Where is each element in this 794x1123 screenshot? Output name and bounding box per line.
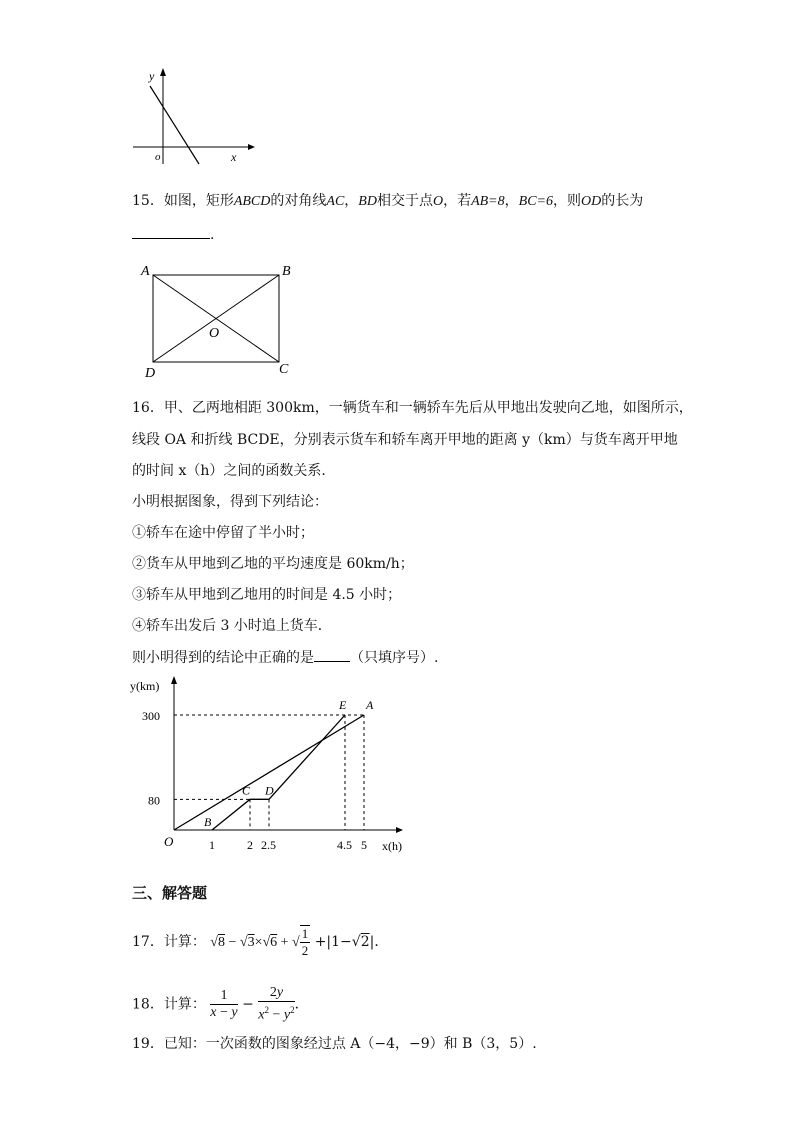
x-tick-label: 5: [361, 838, 367, 852]
point-label-d: D: [265, 783, 274, 798]
q14-y-label: y: [149, 69, 155, 83]
q14-graph: [128, 64, 258, 168]
q15-label-a: A: [141, 264, 150, 279]
series-line-bcde: [212, 715, 345, 830]
q17-fraction: $\frac{1}{2}$: [301, 926, 309, 958]
x-axis-arrow: [396, 827, 403, 833]
q14-x-label: x: [231, 150, 237, 164]
q16-blank[interactable]: [314, 647, 350, 662]
q18-fraction-1: $\frac{1}{x - y}$: [210, 987, 238, 1020]
y-tick-label: 300: [142, 709, 160, 723]
q16-line3: 的时间 x（h）之间的函数关系．: [132, 463, 336, 479]
q16-conclusion-2: ②货车从甲地到乙地的平均速度是 60km/h；: [132, 556, 414, 572]
section-heading: 三、解答题: [132, 884, 208, 902]
q16-question: 则小明得到的结论中正确的是 （只填序号）.: [132, 647, 438, 668]
q14-origin-label: o: [155, 151, 161, 163]
q16-line1: 16．甲、乙两地相距 300km，一辆货车和一辆轿车先后从甲地出发驶向乙地，如图所示，: [132, 400, 693, 416]
x-tick-label: 1: [209, 838, 215, 852]
y-tick-label: 80: [148, 793, 160, 808]
q15-label-d: D: [145, 366, 156, 381]
x-tick-label: 4.5: [337, 838, 352, 852]
q16-conclusion-3: ③轿车从甲地到乙地用的时间是 4.5 小时；: [132, 587, 402, 603]
x-tick-label: 2.5: [261, 838, 276, 852]
q17-expression: √8 − √3×√6 + √: [210, 935, 300, 950]
q17: 17．计算： √8 − √3×√6 + √ $\frac{1}{2}$ +|1−√2|．: [132, 926, 389, 958]
q16-chart: [128, 672, 418, 862]
x-axis-label: x(h): [382, 839, 402, 853]
q19: 19．已知：一次函数的图象经过点 A（−4，−9）和 B（3，5）.: [132, 1036, 537, 1052]
y-axis-arrow: [171, 676, 177, 684]
origin-label: O: [164, 834, 174, 849]
q16-intro: 小明根据图象，得到下列结论：: [132, 494, 328, 510]
q18-fraction-2: $\frac{2y}{x^2 - y^2}$: [258, 985, 295, 1023]
y-axis-label: y(km): [130, 679, 160, 693]
point-label-a: A: [366, 698, 374, 712]
q15-blank[interactable]: [132, 224, 210, 239]
point-label-e: E: [339, 698, 347, 712]
q16-line2: 线段 OA 和折线 BCDE，分别表示货车和轿车离开甲地的距离 y（km）与货车离开甲地: [132, 432, 678, 448]
q15-answer-line: .: [132, 224, 214, 245]
point-label-b: B: [204, 815, 212, 829]
q15-label-o: O: [209, 326, 220, 341]
q15-label-b: B: [282, 264, 291, 279]
q16-conclusion-4: ④轿车出发后 3 小时追上货车．: [132, 618, 332, 634]
q18: 18．计算： $\frac{1}{x - y}$ − $\frac{2y}{x^2 - y^2}$ ．: [132, 985, 309, 1023]
q15-rectangle-figure: [135, 258, 305, 383]
x-tick-label: 2: [247, 838, 253, 852]
q16-conclusion-1: ①轿车在途中停留了半小时；: [132, 525, 314, 541]
q15-label-c: C: [279, 362, 289, 377]
point-label-c: C: [242, 783, 251, 798]
q15-text: 15．如图，矩形ABCD的对角线AC，BD相交于点O，若AB=8，BC=6，则OD的长为: [132, 193, 644, 209]
